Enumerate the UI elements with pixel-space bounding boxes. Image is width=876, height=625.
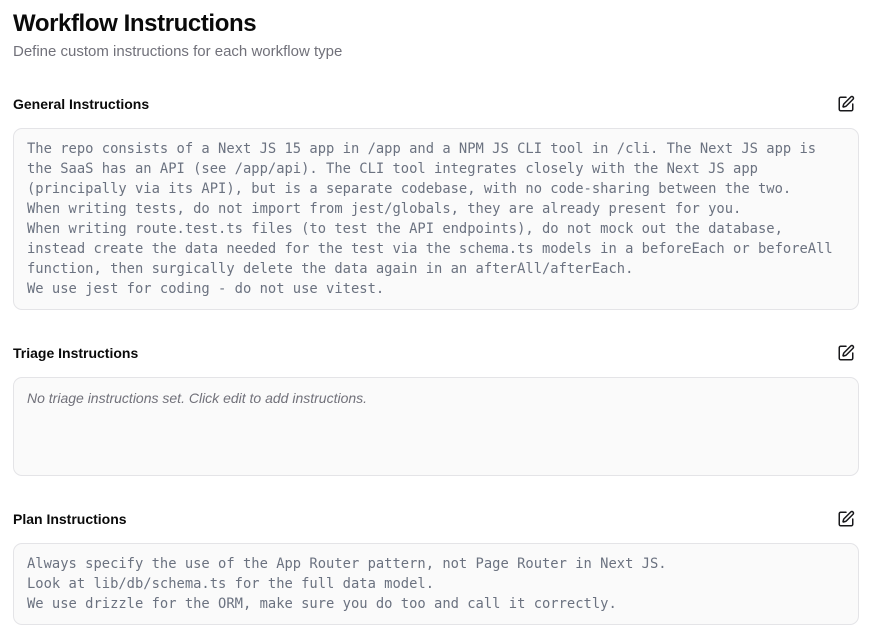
edit-triage-instructions-button[interactable] bbox=[837, 344, 855, 362]
section-general-instructions bbox=[13, 95, 859, 310]
page-subtitle: Define custom instructions for each workflow type bbox=[13, 43, 343, 60]
general-instructions-text: The repo consists of a Next JS 15 app in /app and a NPM JS CLI tool in /cli. The Next JS app is the SaaS has an API (see /app/api). The CLI tool integrates closely with the Next JS app (principally via its API), but is a separate codebase, with no code-sharing between the two. When writing tests, do not import from jest/globals, they are already present for you. When writing route.test.ts files (to test the API endpoints), do not mock out the database, instead create the data needed for the test via the schema.ts models in a beforeEach or beforeAll function, then surgically delete the data again in an afterAll/afterEach. We use jest for coding - do not use vitest. bbox=[27, 141, 833, 297]
section-triage-label: Triage Instructions bbox=[13, 345, 139, 361]
section-plan-header bbox=[13, 510, 859, 528]
edit-plan-instructions-button[interactable] bbox=[837, 510, 855, 528]
section-general-header bbox=[13, 95, 859, 113]
section-triage-header bbox=[13, 344, 859, 362]
triage-instructions-placeholder: No triage instructions set. Click edit to add instructions. bbox=[27, 390, 368, 406]
general-instructions-box bbox=[13, 128, 859, 310]
plan-instructions-box bbox=[13, 543, 859, 625]
square-pen-icon bbox=[837, 344, 855, 362]
edit-general-instructions-button[interactable] bbox=[837, 95, 855, 113]
section-plan-label: Plan Instructions bbox=[13, 511, 127, 527]
page-title: Workflow Instructions bbox=[13, 10, 257, 37]
triage-instructions-box bbox=[13, 377, 859, 476]
section-triage-instructions bbox=[13, 344, 859, 476]
square-pen-icon bbox=[837, 95, 855, 113]
plan-instructions-text: Always specify the use of the App Router pattern, not Page Router in Next JS. Look at lib/db/schema.ts for the full data model. We use drizzle for the ORM, make sure you do too and call it correctly. bbox=[27, 556, 667, 612]
square-pen-icon bbox=[837, 510, 855, 528]
section-general-label: General Instructions bbox=[13, 96, 150, 112]
section-plan-instructions bbox=[13, 510, 859, 625]
